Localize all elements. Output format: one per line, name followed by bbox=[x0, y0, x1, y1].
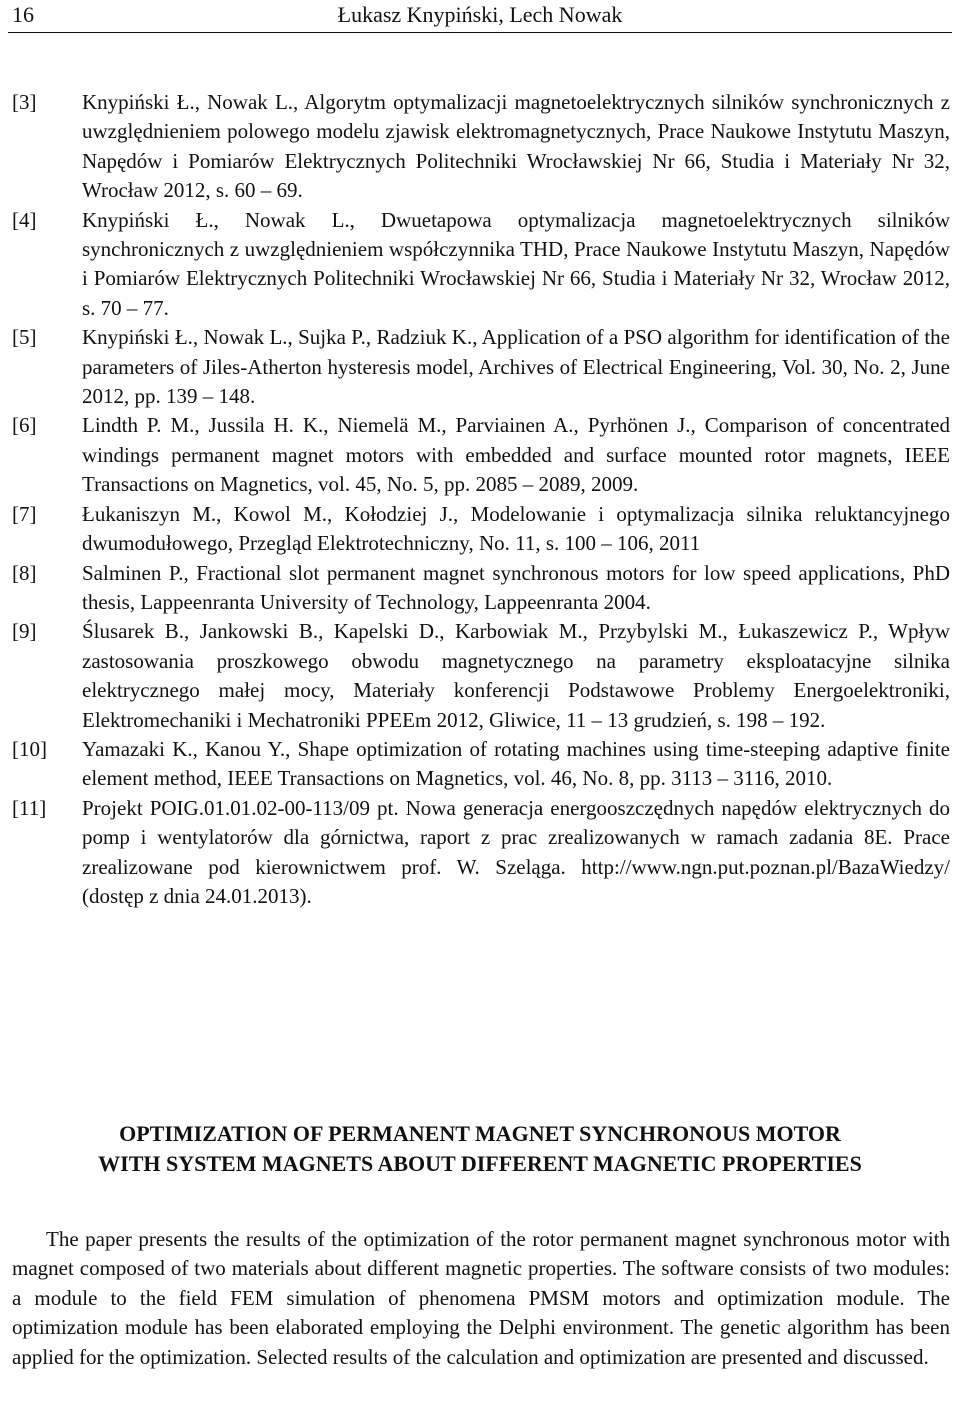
reference-text: Łukaniszyn M., Kowol M., Kołodziej J., Modelowanie i optymalizacja silnika reluktancyjnego dwumodułowego, Przegląd Elektrotechniczny, No. 11, s. 100 – 106, 2011 bbox=[82, 501, 950, 556]
reference-text: Knypiński Ł., Nowak L., Dwuetapowa optymalizacja magnetoelektrycznych silników synchronicznych z uwzględnieniem współczynnika THD, Prace Naukowe Instytutu Maszyn, Napędów i Pomiarów Elektrycznych Politechniki Wrocławskiej Nr 66, Studia i Materiały Nr 32, Wrocław 2012, s. 70 – 77. bbox=[82, 207, 950, 320]
reference-item-3 bbox=[12, 88, 950, 206]
reference-number: [11] bbox=[12, 795, 47, 820]
reference-text: Knypiński Ł., Nowak L., Sujka P., Radziuk K., Application of a PSO algorithm for identification of the parameters of Jiles-Atherton hysteresis model, Archives of Electrical Engineering, Vol. 30, No. 2, June 2012, pp. 139 – 148. bbox=[82, 325, 950, 409]
reference-number: [6] bbox=[12, 413, 37, 438]
reference-text: Ślusarek B., Jankowski B., Kapelski D., Karbowiak M., Przybylski M., Łukaszewicz P., Wpływ zastosowania proszkowego obwodu magnetycznego na parametry eksploatacyjne silnika elektrycznego małej mocy, Materiały konferencji Podstawowe Problemy Energoelektroniki, Elektromechaniki i Mechatroniki PPEEm 2012, Gliwice, 11 – 13 grudzień, s. 198 – 192. bbox=[82, 619, 950, 732]
reference-item-6 bbox=[12, 411, 950, 499]
reference-item-7 bbox=[12, 500, 950, 559]
reference-text: Knypiński Ł., Nowak L., Algorytm optymalizacji magnetoelektrycznych silników synchronicznych z uwzględnieniem polowego modelu zjawisk elektromagnetycznych, Prace Naukowe Instytutu Maszyn, Napędów i Pomiarów Elektrycznych Politechniki Wrocławskiej Nr 66, Studia i Materiały Nr 32, Wrocław 2012, s. 60 – 69. bbox=[82, 90, 950, 203]
reference-number: [10] bbox=[12, 736, 47, 761]
reference-text: Lindth P. M., Jussila H. K., Niemelä M., Parviainen A., Pyrhönen J., Comparison of concentrated windings permanent magnet motors with embedded and surface mounted rotor magnets, IEEE Transactions on Magnetics, vol. 45, No. 5, pp. 2085 – 2089, 2009. bbox=[82, 413, 950, 497]
reference-item-9 bbox=[12, 617, 950, 735]
reference-item-5 bbox=[12, 323, 950, 411]
abstract-paragraph: The paper presents the results of the optimization of the rotor permanent magnet synchronous motor with magnet composed of two materials about different magnetic properties. The software consists of two modules: a module to the field FEM simulation of phenomena PMSM motors and optimization module. The optimization module has been elaborated employing the Delphi environment. The genetic algorithm has been applied for the optimization. Selected results of the calculation and optimization are presented and discussed. bbox=[12, 1227, 950, 1369]
english-title-line-1: OPTIMIZATION OF PERMANENT MAGNET SYNCHRONOUS MOTOR bbox=[119, 1121, 841, 1146]
reference-list bbox=[12, 88, 950, 911]
page-number: 16 bbox=[12, 2, 34, 27]
header-rule bbox=[8, 32, 952, 33]
reference-item-11 bbox=[12, 794, 950, 912]
reference-item-4 bbox=[12, 206, 950, 324]
reference-number: [4] bbox=[12, 207, 37, 232]
reference-text: Projekt POIG.01.01.02-00-113/09 pt. Nowa generacja energooszczędnych napędów elektrycznych do pomp i wentylatorów dla górnictwa, raport z prac zrealizowanych w ramach zadania 8E. Prace zrealizowane pod kierownictwem prof. W. Szeląga. http://www.ngn.put.poznan.pl/BazaWiedzy/ (dostęp z dnia 24.01.2013). bbox=[82, 795, 950, 908]
reference-text: Yamazaki K., Kanou Y., Shape optimization of rotating machines using time-steeping adaptive finite element method, IEEE Transactions on Magnetics, vol. 46, No. 8, pp. 3113 – 3116, 2010. bbox=[82, 736, 950, 791]
english-title-line-2: WITH SYSTEM MAGNETS ABOUT DIFFERENT MAGNETIC PROPERTIES bbox=[98, 1151, 862, 1176]
running-head-authors: Łukasz Knypiński, Lech Nowak bbox=[337, 2, 623, 27]
reference-number: [9] bbox=[12, 619, 37, 644]
english-title bbox=[0, 1119, 960, 1179]
reference-text: Salminen P., Fractional slot permanent magnet synchronous motors for low speed applications, PhD thesis, Lappeenranta University of Technology, Lappeenranta 2004. bbox=[82, 560, 950, 614]
reference-item-10 bbox=[12, 735, 950, 794]
reference-number: [8] bbox=[12, 560, 37, 585]
reference-number: [5] bbox=[12, 325, 37, 350]
reference-item-8 bbox=[12, 559, 950, 618]
reference-number: [3] bbox=[12, 90, 37, 114]
reference-number: [7] bbox=[12, 501, 37, 526]
page-header bbox=[0, 0, 960, 34]
